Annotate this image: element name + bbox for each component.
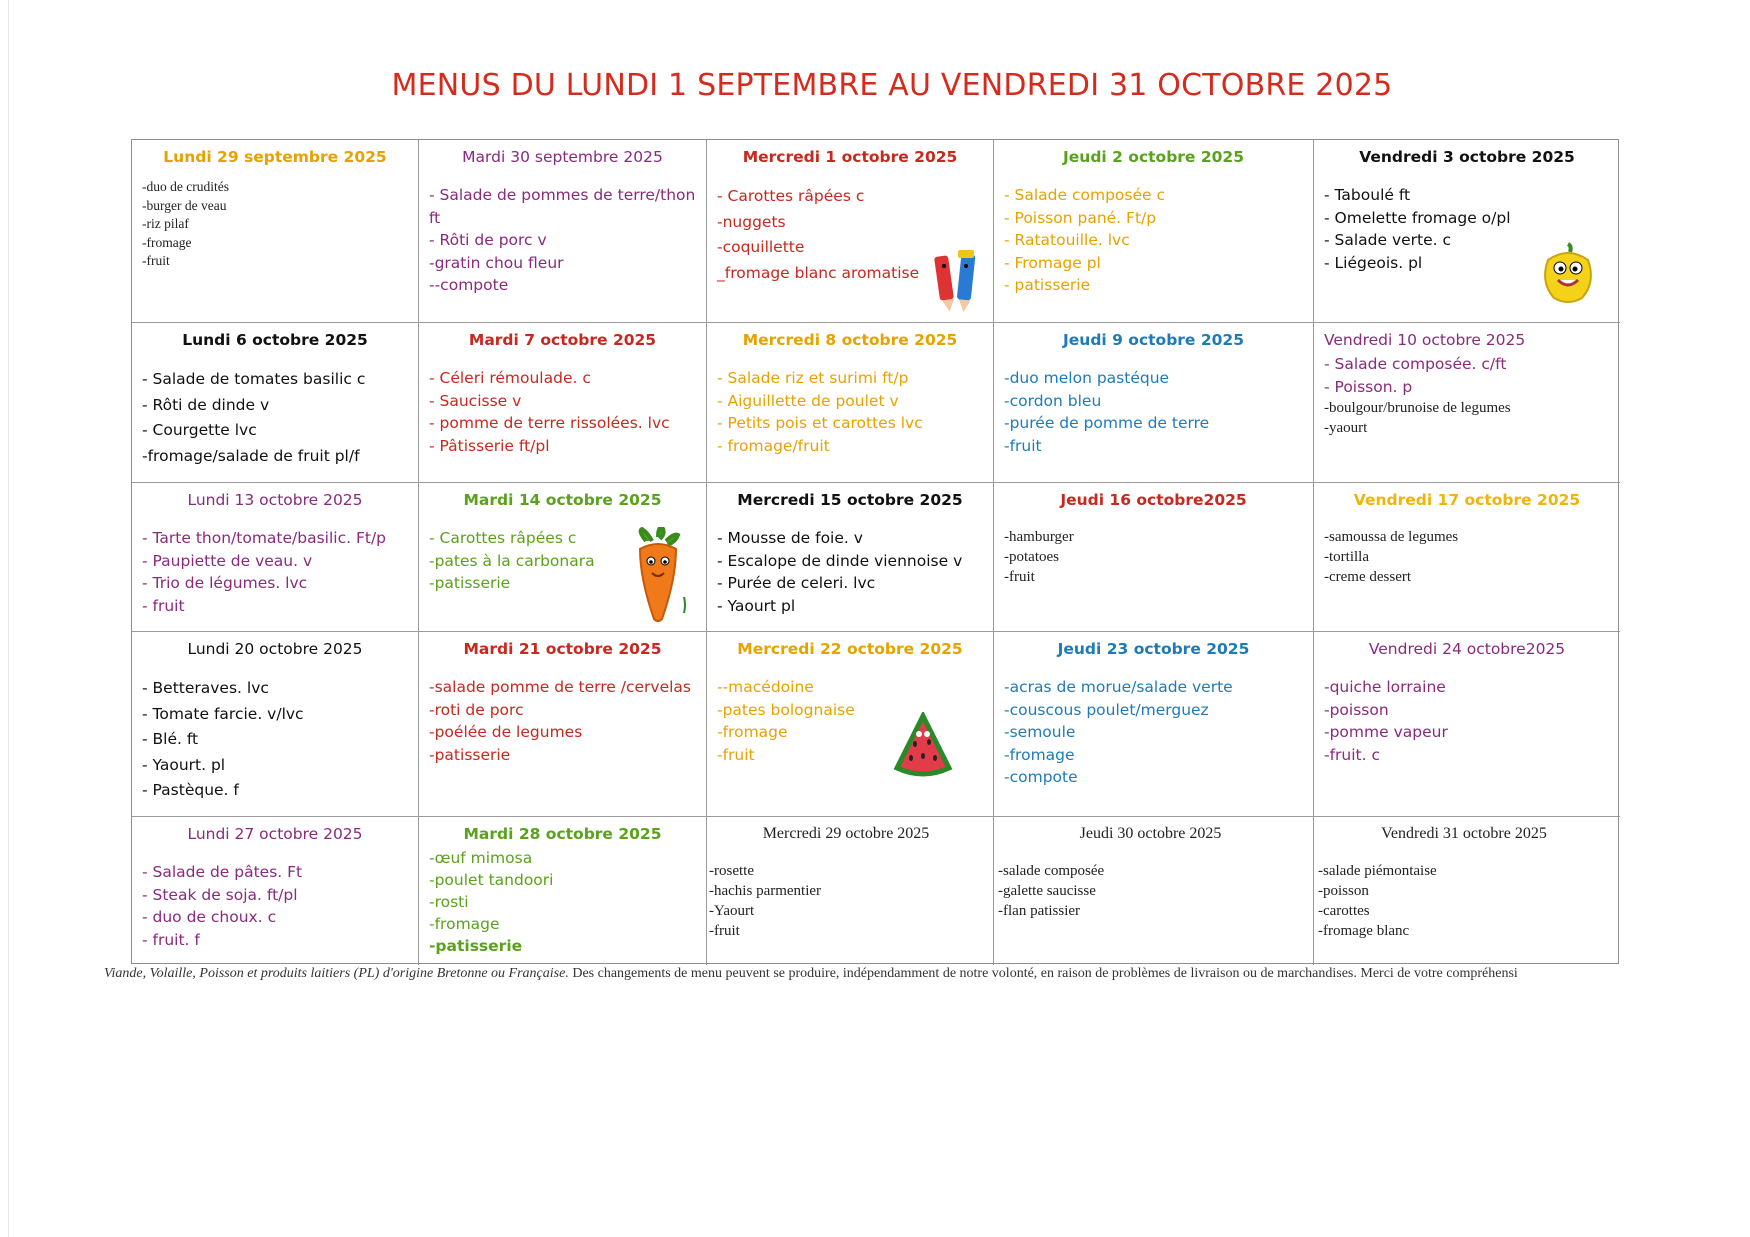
menu-item: -creme dessert (1324, 569, 1412, 585)
menu-list (1324, 527, 1610, 587)
day-heading: Jeudi 16 octobre2025 (1060, 491, 1247, 509)
menu-item: - Tarte thon/tomate/basilic. Ft/p (142, 529, 387, 547)
footer-note (104, 966, 1744, 982)
menu-item: - Taboulé ft (1324, 186, 1411, 204)
menu-cell (419, 140, 707, 323)
menu-item: -roti de porc (429, 700, 524, 719)
menu-item: -samoussa de legumes (1324, 529, 1459, 545)
footer-origin-note: Viande, Volaille, Poisson et produits laitiers (PL) d'origine Bretonne ou Française. (104, 966, 569, 981)
watermelon-icon (893, 712, 953, 778)
menu-list (709, 861, 983, 941)
scan-edge (8, 0, 9, 1237)
day-heading: Mardi 7 octobre 2025 (468, 331, 657, 349)
menu-item: -poélée de legumes (429, 723, 583, 741)
menu-item: -poulet tandoori (429, 871, 554, 889)
menu-cell (707, 483, 994, 632)
menu-list (1004, 527, 1303, 587)
menu-item: -couscous poulet/merguez (1004, 700, 1209, 719)
day-heading: Lundi 13 octobre 2025 (187, 491, 363, 509)
menu-item: -poisson (1318, 883, 1369, 899)
menu-grid (131, 139, 1619, 964)
menu-item: -burger de veau (142, 197, 227, 213)
day-heading: Vendredi 10 octobre 2025 (1324, 331, 1526, 349)
day-heading: Mercredi 15 octobre 2025 (737, 491, 963, 509)
menu-cell (994, 632, 1314, 817)
menu-list (1324, 398, 1610, 438)
menu-item: -poisson (1324, 700, 1389, 719)
day-heading: Jeudi 30 octobre 2025 (1079, 825, 1222, 842)
menu-cell (419, 323, 707, 483)
menu-item: - Poisson pané. Ft/p (1004, 208, 1157, 227)
menu-item: -gratin chou fleur (429, 253, 564, 272)
menu-cell (707, 323, 994, 483)
menu-cell (1314, 140, 1620, 323)
menu-item: -salade piémontaise (1318, 863, 1437, 879)
menu-list (1318, 861, 1610, 941)
menu-item: - Paupiette de veau. v (142, 551, 313, 570)
menu-item: -fruit (709, 923, 740, 939)
menu-cell (707, 632, 994, 817)
menu-item: -duo de crudités (142, 179, 229, 194)
menu-item: - pomme de terre rissolées. lvc (429, 414, 670, 432)
menu-item: -patisserie (429, 937, 523, 955)
day-heading: Mardi 28 octobre 2025 (463, 825, 662, 843)
menu-list (429, 184, 696, 297)
day-heading: Mercredi 22 octobre 2025 (737, 640, 963, 658)
menu-item: -patisserie (429, 745, 511, 764)
day-heading: Jeudi 2 octobre 2025 (1063, 148, 1244, 166)
menu-item: - Salade composée. c/ft (1324, 355, 1507, 373)
menu-item: -tortilla (1324, 549, 1369, 565)
day-heading: Jeudi 9 octobre 2025 (1063, 331, 1244, 349)
menu-item: - Escalope de dinde viennoise v (717, 551, 963, 570)
menu-item: - Omelette fromage o/pl (1324, 208, 1511, 227)
menu-item: _fromage blanc aromatise (717, 263, 920, 282)
menu-item: - Blé. ft (142, 730, 199, 748)
menu-item: - Saucisse v (429, 391, 522, 410)
carrot-icon (626, 527, 690, 623)
menu-item: - Carottes râpées c (717, 187, 865, 205)
menu-cell (419, 483, 707, 632)
menu-item: - Salade verte. c (1324, 231, 1452, 249)
menu-item: -fromage (717, 723, 788, 741)
day-heading: Lundi 6 octobre 2025 (182, 331, 368, 349)
menu-item: -fromage (429, 915, 500, 933)
day-heading: Lundi 27 octobre 2025 (187, 825, 363, 843)
menu-cell (994, 323, 1314, 483)
menu-item: - patisserie (1004, 276, 1091, 294)
menu-item: -cordon bleu (1004, 391, 1102, 410)
menu-item: --compote (429, 276, 509, 294)
menu-cell (707, 817, 994, 965)
menu-list (142, 527, 408, 617)
day-heading: Vendredi 17 octobre 2025 (1353, 491, 1581, 509)
menu-cell (132, 817, 419, 965)
menu-item: - Petits pois et carottes lvc (717, 414, 923, 432)
menu-list (1004, 367, 1303, 457)
menu-item: - Tomate farcie. v/lvc (142, 704, 304, 723)
menu-item: - fromage/fruit (717, 436, 830, 455)
menu-list (142, 676, 408, 804)
page-title: MENUS DU LUNDI 1 SEPTEMBRE AU VENDREDI 31 OCTOBRE 2025 (391, 68, 1393, 103)
menu-item: -flan patissier (998, 903, 1081, 919)
menu-item: -galette saucisse (998, 883, 1096, 899)
menu-item: -fruit (1004, 436, 1042, 455)
menu-list (429, 367, 696, 457)
menu-item: - Salade de tomates basilic c (142, 370, 366, 388)
menu-cell (132, 323, 419, 483)
menu-item: -rosti (429, 893, 469, 911)
menu-item: -hamburger (1004, 529, 1074, 545)
menu-item: - Salade de pâtes. Ft (142, 863, 303, 881)
menu-cell (1314, 817, 1620, 965)
day-heading: Vendredi 3 octobre 2025 (1359, 148, 1575, 166)
menu-list (717, 527, 983, 617)
day-heading: Mardi 21 octobre 2025 (463, 640, 662, 658)
menu-item: -fromage/salade de fruit pl/f (142, 446, 360, 465)
menu-item: - Yaourt. pl (142, 755, 226, 774)
menu-item: - Purée de celeri. lvc (717, 574, 876, 592)
menu-item: - Aiguillette de poulet v (717, 391, 899, 410)
menu-cell (994, 817, 1314, 965)
pepper-icon (1538, 240, 1598, 304)
menu-item: -fromage blanc (1318, 923, 1410, 939)
menu-item: -salade composée (998, 863, 1105, 879)
menu-list (998, 861, 1303, 921)
menu-item: -fromage (1004, 745, 1075, 764)
menu-list (142, 178, 408, 271)
menu-list (1004, 184, 1303, 297)
menu-list (142, 861, 408, 951)
menu-item: - Poisson. p (1324, 377, 1413, 396)
menu-item: -œuf mimosa (429, 849, 533, 867)
menu-item: -patisserie (429, 574, 511, 592)
menu-item: -boulgour/brunoise de legumes (1324, 400, 1511, 416)
menu-item: -potatoes (1004, 549, 1059, 565)
menu-item: -quiche lorraine (1324, 678, 1446, 696)
menu-item: - Steak de soja. ft/pl (142, 885, 298, 904)
menu-list (1324, 676, 1610, 766)
menu-list (429, 847, 696, 957)
menu-list (717, 367, 983, 457)
menu-item: - duo de choux. c (142, 908, 277, 926)
menu-item: -fruit (142, 253, 170, 268)
menu-cell (1314, 483, 1620, 632)
menu-cell (132, 140, 419, 323)
menu-item: -pates bolognaise (717, 700, 855, 719)
menu-item: - Courgette lvc (142, 421, 257, 439)
day-heading: Vendredi 31 octobre 2025 (1381, 825, 1547, 842)
menu-cell (419, 817, 707, 965)
menu-item: -fromage (142, 234, 192, 250)
day-heading: Lundi 29 septembre 2025 (163, 148, 387, 166)
day-heading: Vendredi 24 octobre2025 (1368, 640, 1566, 658)
menu-item: -nuggets (717, 212, 786, 231)
menu-item: - Salade de pommes de terre/thon ft (429, 186, 696, 227)
menu-item: - Rôti de dinde v (142, 395, 270, 414)
menu-item: -semoule (1004, 723, 1076, 741)
menu-item: -compote (1004, 768, 1078, 786)
day-heading: Jeudi 23 octobre 2025 (1057, 640, 1250, 658)
menu-cell (132, 483, 419, 632)
menu-item: - fruit. f (142, 930, 200, 949)
menu-item: -Yaourt (709, 903, 755, 919)
menu-list (142, 367, 408, 469)
day-heading: Mercredi 1 octobre 2025 (742, 148, 958, 166)
menu-item: -duo melon pastéque (1004, 369, 1170, 387)
menu-item: - Rôti de porc v (429, 231, 547, 249)
menu-item: - Carottes râpées c (429, 529, 577, 547)
menu-cell (132, 632, 419, 817)
menu-item: -coquillette (717, 238, 805, 256)
menu-item: -yaourt (1324, 420, 1368, 436)
menu-list (1004, 676, 1303, 789)
menu-item: - Betteraves. lvc (142, 679, 269, 697)
menu-item: -pates à la carbonara (429, 551, 595, 570)
menu-item: -purée de pomme de terre (1004, 414, 1210, 432)
menu-item: -acras de morue/salade verte (1004, 678, 1233, 696)
menu-item: - Yaourt pl (717, 596, 796, 615)
day-heading: Mercredi 29 octobre 2025 (762, 825, 930, 842)
day-heading: Lundi 20 octobre 2025 (187, 640, 363, 658)
menu-item: - fruit (142, 596, 185, 615)
menu-item: - Ratatouille. lvc (1004, 231, 1130, 249)
menu-cell (994, 483, 1314, 632)
menu-cell (1314, 323, 1620, 483)
menu-item: -rosette (709, 863, 754, 879)
menu-item: - Mousse de foie. v (717, 529, 863, 547)
menu-item: - Trio de légumes. lvc (142, 574, 308, 592)
menu-item: -hachis parmentier (709, 883, 822, 899)
menu-item: -riz pilaf (142, 216, 189, 231)
day-heading: Mardi 14 octobre 2025 (463, 491, 662, 509)
menu-item: - Salade riz et surimi ft/p (717, 369, 909, 387)
menu-list (1324, 353, 1610, 398)
menu-item: -salade pomme de terre /cervelas (429, 678, 692, 696)
menu-cell (994, 140, 1314, 323)
menu-item: - Fromage pl (1004, 253, 1101, 272)
menu-item: - Liégeois. pl (1324, 253, 1423, 272)
menu-item: --macédoine (717, 678, 814, 696)
pencils-icon (927, 250, 987, 314)
footer-disclaimer: Des changements de menu peuvent se produire, indépendamment de notre volonté, en raison de problèmes de livraison ou de marchandises. Merci de votre compréhensi (568, 966, 1518, 981)
menu-cell (1314, 632, 1620, 817)
menu-item: - Céleri rémoulade. c (429, 369, 591, 387)
menu-item: -carottes (1318, 903, 1370, 919)
menu-cell (419, 632, 707, 817)
menu-item: - Salade composée c (1004, 186, 1165, 204)
day-heading: Mercredi 8 octobre 2025 (742, 331, 958, 349)
menu-item: -fruit. c (1324, 745, 1381, 764)
menu-item: - Pastèque. f (142, 781, 239, 799)
menu-item: - Pâtisserie ft/pl (429, 436, 550, 455)
menu-item: -fruit (717, 745, 755, 764)
menu-list (429, 676, 696, 766)
menu-item: -pomme vapeur (1324, 723, 1448, 741)
menu-cell (707, 140, 994, 323)
day-heading: Mardi 30 septembre 2025 (462, 148, 663, 166)
menu-item: -fruit (1004, 569, 1035, 585)
